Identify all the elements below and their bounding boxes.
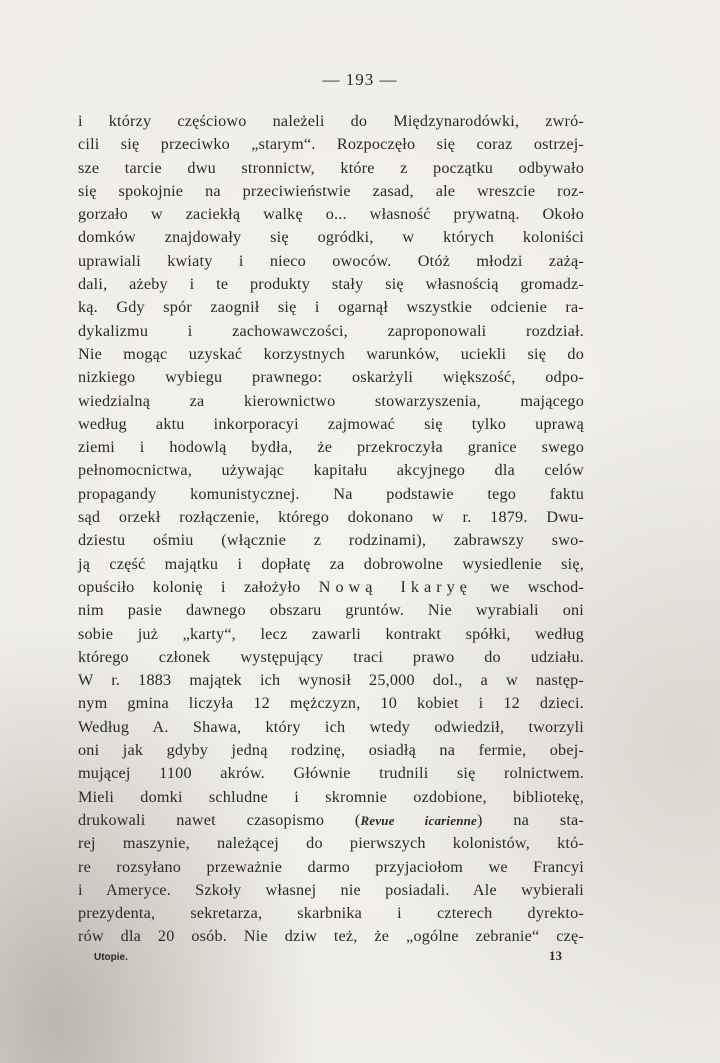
text-line: według aktu inkorporacyi zajmować się tylko uprawą (78, 414, 584, 433)
text-line: wiedzialną za kierownictwo stowarzyszenia, mającego (78, 391, 584, 410)
text-line: dykalizmu i zachowawczości, zaproponowali rozdział. (78, 321, 584, 340)
text-line: się spokojnie na przeciwieństwie zasad, ale wreszcie roz- (78, 181, 584, 200)
text-line: którego członek występujący traci prawo do udziału. (78, 647, 584, 666)
body-text (78, 110, 584, 949)
text-line: oni jak gdyby jedną rodzinę, osiadłą na fermie, obej- (78, 741, 584, 760)
text-line: domków znajdowały się ogródki, w których koloniści (78, 228, 584, 247)
text-line: Według A. Shawa, który ich wtedy odwiedził, tworzyli (78, 717, 584, 736)
text-line: Nie mogąc uzyskać korzystnych warunków, uciekli się do (78, 344, 584, 363)
text-line: uprawiali kwiaty i nieco owoców. Otóż młodzi zażą- (78, 251, 584, 270)
text-line: ziemi i hodowlą bydła, że przekroczyła granice swego (78, 438, 584, 457)
text-line: nim pasie dawnego obszaru gruntów. Nie wyrabiali oni (78, 601, 584, 620)
text-line: dali, ażeby i te produkty stały się własnością gromadz- (78, 275, 584, 294)
text-line: mującej 1100 akrów. Głównie trudnili się rolnictwem. (78, 764, 584, 783)
text-line: propagandy komunistycznej. Na podstawie tego faktu (78, 484, 584, 503)
text-line: rów dla 20 osób. Nie dziw też, że „ogólne zebranie“ czę- (78, 927, 584, 946)
text-line: re rozsyłano przeważnie darmo przyjaciołom we Francyi (78, 857, 584, 876)
text-line: nizkiego wybiegu prawnego: oskarżyli większość, odpo- (78, 368, 584, 387)
text-line: sąd orzekł rozłączenie, którego dokonano w r. 1879. Dwu- (78, 508, 584, 527)
text-line: ką. Gdy spór zaognił się i ogarnął wszystkie odcienie ra- (78, 298, 584, 317)
text-fragment: opuściło kolonię i założyło (78, 577, 301, 596)
text-fragment: we wschod- (490, 577, 585, 596)
text-line: i Ameryce. Szkoły własnej nie posiadali. Ale wybierali (78, 880, 584, 899)
text-line: Mieli domki schludne i skromnie ozdobione, bibliotekę, (78, 787, 584, 806)
text-fragment: ) na sta- (477, 810, 584, 829)
spaced-name-ikaria: Nową Ikaryę (318, 577, 472, 596)
text-line: prezydenta, sekretarza, skarbnika i czterech dyrekto- (78, 904, 584, 923)
signature-mark: Utopie. (94, 952, 128, 963)
text-line: ją część majątku i dopłatę za dobrowolne wysiedlenie się, (78, 554, 584, 573)
sheet-number: 13 (549, 948, 562, 963)
periodical-title: Revue icarienne (360, 812, 478, 828)
text-line-revue (78, 809, 584, 832)
page-number: — 193 — (322, 70, 398, 89)
text-line: i którzy częściowo należeli do Międzynarodówki, zwró- (78, 112, 584, 130)
text-line: W r. 1883 majątek ich wynosił 25,000 dol., a w następ- (78, 671, 584, 690)
text-line: gorzało w zaciekłą walkę o... własność prywatną. Około (78, 205, 584, 224)
text-line: dziestu ośmiu (włącznie z rodzinami), zabrawszy swo- (78, 531, 584, 550)
text-line: sze tarcie dwu stronnictw, które z początku odbywało (78, 158, 584, 177)
text-line: cili się przeciwko „starym“. Rozpoczęło się coraz ostrzej- (78, 135, 584, 154)
text-line: nym gmina liczyła 12 mężczyzn, 10 kobiet i 12 dzieci. (78, 694, 584, 713)
text-line-ikaria (78, 576, 584, 599)
text-line: rej maszynie, należącej do pierwszych kolonistów, któ- (78, 834, 584, 853)
text-line: sobie już „karty“, lecz zawarli kontrakt spółki, według (78, 624, 584, 643)
text-line: pełnomocnictwa, używając kapitału akcyjnego dla celów (78, 461, 584, 480)
text-fragment: drukowali nawet czasopismo ( (78, 810, 361, 829)
